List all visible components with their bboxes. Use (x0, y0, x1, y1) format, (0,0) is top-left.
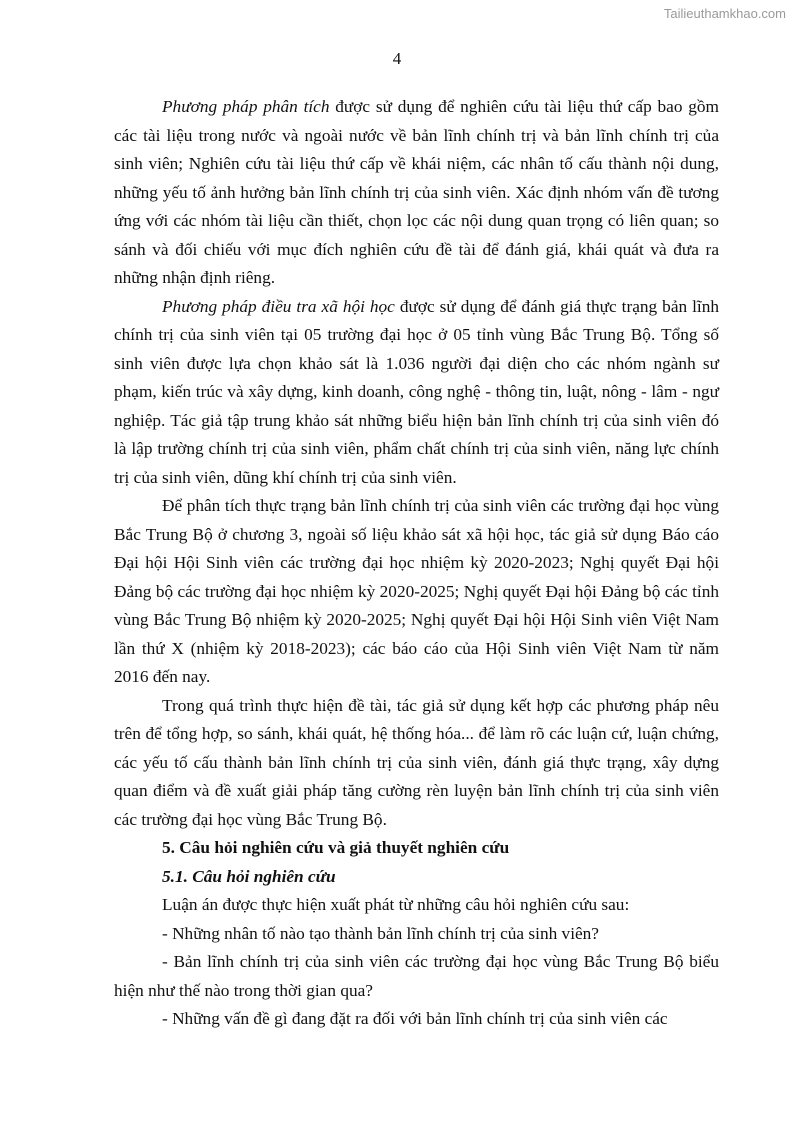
page-number: 4 (392, 49, 402, 68)
paragraph-survey-method (114, 293, 719, 493)
research-question: - Những nhân tố nào tạo thành bản lĩnh chính trị của sinh viên? (162, 923, 599, 943)
paragraph-combined-methods: Trong quá trình thực hiện đề tài, tác giả sử dụng kết hợp các phương pháp nêu trên để tổng hợp, so sánh, khái quát, hệ thống hóa... để làm rõ các luận cứ, luận chứng, các yếu tố cấu thành bản lĩnh chính trị của sinh viên, đánh giá thực trạng, xây dựng quan điểm và đề xuất giải pháp tăng cường rèn luyện bản lĩnh chính trị của sinh viên các trường đại học vùng Bắc Trung Bộ. (114, 695, 719, 829)
research-question: - Bản lĩnh chính trị của sinh viên các trường đại học vùng Bắc Trung Bộ biểu hiện như thế nào trong thời gian qua? (114, 952, 719, 1000)
method-term: Phương pháp điều tra xã hội học (162, 296, 395, 316)
research-question: - Những vấn đề gì đang đặt ra đối với bản lĩnh chính trị của sinh viên các (162, 1009, 668, 1028)
paragraph-analysis-method (114, 93, 719, 293)
paragraph-data-sources: Để phân tích thực trạng bản lĩnh chính trị của sinh viên các trường đại học vùng Bắc Trung Bộ ở chương 3, ngoài số liệu khảo sát xã hội học, tác giả sử dụng Báo cáo Đại hội Hội Sinh viên các trường đại học nhiệm kỳ 2020-2023; Nghị quyết Đại hội Đảng bộ các trường đại học nhiệm kỳ 2020-2025; Nghị quyết Đại hội Đảng bộ các tỉnh vùng Bắc Trung Bộ nhiệm kỳ 2020-2025; Nghị quyết Đại hội Hội Sinh viên Việt Nam lần thứ X (nhiệm kỳ 2018-2023); các báo cáo của Hội Sinh viên Việt Nam từ năm 2016 đến nay. (114, 496, 719, 686)
method-term: Phương pháp phân tích (162, 97, 330, 116)
watermark: Tailieuthamkhao.com (663, 6, 786, 21)
paragraph-text: được sử dụng để đánh giá thực trạng bản lĩnh chính trị của sinh viên tại 05 trường đại học ở 05 tỉnh vùng Bắc Trung Bộ. Tổng số sinh viên được lựa chọn khảo sát là 1.036 người đại diện cho các nhóm ngành sư phạm, kiến trúc và xây dựng, kinh doanh, công nghệ - thông tin, luật, nông - lâm - ngư nghiệp. Tác giả tập trung khảo sát những biểu hiện bản lĩnh chính trị của sinh viên đó là lập trường chính trị của sinh viên, phẩm chất chính trị của sinh viên, năng lực chính trị của sinh viên, dũng khí chính trị của sinh viên. (114, 296, 719, 487)
document-body (114, 93, 719, 1034)
questions-intro: Luận án được thực hiện xuất phát từ những câu hỏi nghiên cứu sau: (162, 895, 630, 914)
paragraph-text: được sử dụng để nghiên cứu tài liệu thứ cấp bao gồm các tài liệu trong nước và ngoài nước về bản lĩnh chính trị và bản lĩnh chính trị của sinh viên; Nghiên cứu tài liệu thứ cấp về khái niệm, các nhân tố cấu thành nội dung, những yếu tố ảnh hưởng bản lĩnh chính trị của sinh viên. Xác định nhóm vấn đề tương ứng với các nhóm tài liệu cần thiết, chọn lọc các nội dung quan trọng có liên quan; so sánh và đối chiếu với mục đích nghiên cứu đề tài để đánh giá, khái quát và đưa ra những nhận định riêng. (114, 97, 719, 287)
subsection-heading: 5.1. Câu hỏi nghiên cứu (162, 866, 336, 886)
section-heading: 5. Câu hỏi nghiên cứu và giả thuyết nghiên cứu (162, 838, 510, 857)
